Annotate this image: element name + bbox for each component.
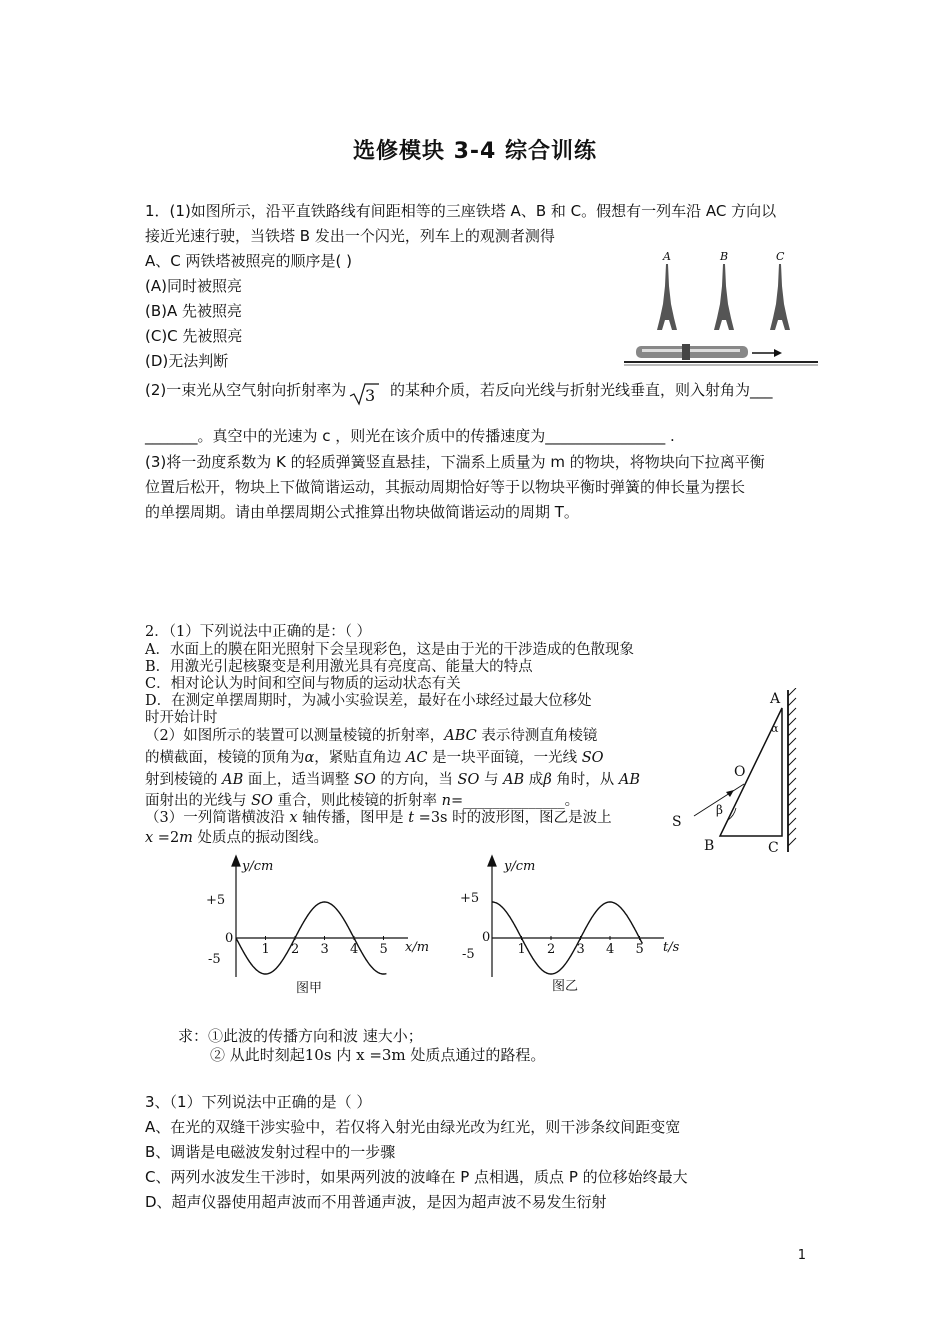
q2-x: x <box>145 830 154 846</box>
graph-yi-xlabel: t/s <box>663 940 680 955</box>
graph-jia-y-arrow-icon <box>232 856 240 866</box>
q1-line1: 1．(1)如图所示，沿平直铁路线有间距相等的三座铁塔 A、B 和 C。假想有一列车沿 AC 方向以 <box>145 202 777 220</box>
q2-t: t <box>408 810 415 826</box>
q2-part2-text: 的横截面，棱镜的顶角为 <box>145 750 305 766</box>
q2-part2-text: 成 <box>524 772 544 788</box>
graph-jia-minus5: -5 <box>208 952 221 967</box>
q2-part2-text: 表示待测直角棱镜 <box>476 728 598 744</box>
q2-abc: ABC <box>444 728 477 744</box>
q2-ab: AB <box>503 772 525 788</box>
q1-part3-line3: 的单摆周期。请由单摆周期公式推算出物块做简谐运动的周期 T。 <box>145 503 579 521</box>
q2-part3-line1 <box>145 808 612 828</box>
q2-part2-line2 <box>145 748 604 768</box>
q2-part3-text: =2 <box>153 830 180 846</box>
tower-label-b: B <box>720 250 729 263</box>
graph-jia-ylabel: y/cm <box>242 859 274 874</box>
q2-part2-text: 是一块平面镜，一光线 <box>427 750 582 766</box>
q2-ab: AB <box>222 772 244 788</box>
q1-line3: A、C 两铁塔被照亮的顺序是( ) <box>145 252 352 270</box>
q2-part2-text: 射到棱镜的 <box>145 772 223 788</box>
tower-label-c: C <box>776 250 785 263</box>
graph-yi-tick-2: 2 <box>547 942 556 957</box>
graph-jia-tick-5: 5 <box>379 942 388 957</box>
prism-label-c: C <box>768 840 779 856</box>
page-number: 1 <box>797 1248 806 1263</box>
graph-yi-tick-4: 4 <box>606 942 615 957</box>
prism-label-b: B <box>704 838 715 854</box>
train-icon <box>636 344 748 360</box>
q2-n: n= <box>441 793 464 809</box>
q1-part2-line2: _______。真空中的光速为 c ，则光在该介质中的传播速度为________________ . <box>145 427 675 445</box>
prism-label-beta: β <box>716 803 723 817</box>
graph-jia-tick-1: 1 <box>261 942 270 957</box>
q1-part2-text-a: (2)一束光从空气射向折射率为 <box>145 381 347 399</box>
graph-jia-xlabel: x/m <box>405 940 430 955</box>
q3-option-c: C、两列水波发生干涉时，如果两列波的波峰在 P 点相遇，质点 P 的位移始终最大 <box>145 1168 688 1186</box>
prism-label-o: O <box>734 764 746 780</box>
page-title: 选修模块 3-4 综合训练 <box>352 139 598 164</box>
q1-part3-line2: 位置后松开，物块上下做简谐运动，其振动周期恰好等于以物块平衡时弹簧的伸长量为摆长 <box>145 478 746 496</box>
q2-part3-text: （3）一列简谐横波沿 <box>145 810 290 826</box>
arrow-right-icon <box>752 349 782 357</box>
tower-train-figure <box>622 246 818 370</box>
graph-yi-tick-1: 1 <box>517 942 526 957</box>
graph-yi-ylabel: y/cm <box>504 859 536 874</box>
prism-label-a: A <box>770 691 781 707</box>
q2-ab: AB <box>618 772 641 788</box>
q2-so: SO <box>353 772 376 788</box>
q3-option-a: A、在光的双缝干涉实验中，若仅将入射光由绿光改为红光，则干涉条纹间距变宽 <box>145 1118 681 1136</box>
tower-b-icon <box>714 264 734 330</box>
q2-part2-text: 重合，则此棱镜的折射率 <box>272 793 442 809</box>
q2-x: x <box>289 810 298 826</box>
q1-option-c: (C)C 先被照亮 <box>145 327 243 345</box>
q3-option-b: B、调谐是电磁波发射过程中的一步骤 <box>145 1143 396 1161</box>
q2-part2-text: 角时，从 <box>551 772 619 788</box>
q1-line2: 接近光速行驶，当铁塔 B 发出一个闪光，列车上的观测者测得 <box>145 227 555 245</box>
q2-part2-text: ，紧贴直角边 <box>314 750 406 766</box>
q2-answer-blank: ______________。 <box>463 793 580 809</box>
tower-label-a: A <box>663 250 671 263</box>
graph-jia-plus5: +5 <box>206 893 226 908</box>
graph-yi-y-arrow-icon <box>488 856 496 866</box>
q1-option-b: (B)A 先被照亮 <box>145 302 243 320</box>
prism-label-alpha: α <box>771 722 779 735</box>
q2-m: m <box>179 830 193 846</box>
graph-jia-origin: 0 <box>225 931 234 946</box>
mirror-hatching <box>788 688 796 846</box>
q2-part2-text: （2）如图所示的装置可以测量棱镜的折射率， <box>145 728 445 744</box>
prism-figure <box>670 688 810 858</box>
q1-part2-text-b: 的某种介质，若反向光线与折射光线垂直，则入射角为___ <box>390 381 773 399</box>
q2-part2-text: 与 <box>479 772 504 788</box>
q2-part3-text: 轴传播，图甲是 <box>297 810 409 826</box>
tower-a-icon <box>657 264 677 330</box>
q1-part2-line1 <box>145 380 773 405</box>
graph-yi-tick-5: 5 <box>635 942 644 957</box>
q2-beta: β <box>543 772 552 788</box>
graph-yi-caption: 图乙 <box>552 979 579 994</box>
sqrt-expression <box>355 386 379 406</box>
q2-line1: 2．（1）下列说法中正确的是：（ ） <box>145 624 372 640</box>
q2-alpha: α <box>304 750 315 766</box>
q2-option-b: B．用激光引起核聚变是利用激光具有亮度高、能量大的特点 <box>145 659 533 675</box>
q2-part2-text: 面射出的光线与 <box>145 793 252 809</box>
graph-jia-caption: 图甲 <box>296 981 323 996</box>
graph-yi-tick-3: 3 <box>576 942 585 957</box>
graph-yi-minus5: -5 <box>462 947 475 962</box>
q3-option-d: D、超声仪器使用超声波而不用普通声波，是因为超声波不易发生衍射 <box>145 1193 607 1211</box>
q2-ask-line1: 求：①此波的传播方向和波 速大小； <box>178 1027 423 1045</box>
q2-part2-text: 的方向，当 <box>375 772 458 788</box>
q2-so: SO <box>251 793 273 809</box>
graph-jia-tick-3: 3 <box>320 942 329 957</box>
prism-label-s: S <box>672 814 682 830</box>
graph-jia-tick-4: 4 <box>350 942 359 957</box>
q2-ac: AC <box>405 750 428 766</box>
q3-line1: 3、（1）下列说法中正确的是（ ） <box>145 1093 372 1111</box>
q1-part3-line1: (3)将一劲度系数为 K 的轻质弹簧竖直悬挂，下湍系上质量为 m 的物块，将物块向下拉离平衡 <box>145 453 765 471</box>
tower-c-icon <box>770 264 790 330</box>
q2-option-c: C．相对论认为时间和空间与物质的运动状态有关 <box>145 676 461 692</box>
q2-so: SO <box>581 750 604 766</box>
graph-jia-tick-2: 2 <box>291 942 300 957</box>
q2-part3-text: 处质点的振动图线。 <box>192 830 329 846</box>
graph-yi-plus5: +5 <box>460 891 480 906</box>
q2-part3-line2 <box>145 828 328 848</box>
sqrt-radicand: 3 <box>365 386 376 405</box>
q2-part3-text: =3s 时的波形图，图乙是波上 <box>414 810 612 826</box>
q2-option-a: A．水面上的膜在阳光照射下会呈现彩色，这是由于光的干涉造成的色散现象 <box>145 642 634 658</box>
q2-so: SO <box>457 772 480 788</box>
q1-option-a: (A)同时被照亮 <box>145 277 242 295</box>
graph-yi-origin: 0 <box>482 930 491 945</box>
q2-option-d-line1: D．在测定单摆周期时，为减小实验误差，最好在小球经过最大位移处 <box>145 693 592 709</box>
wave-graphs <box>200 852 684 1002</box>
q2-option-d-line2: 时开始计时 <box>145 710 218 726</box>
q2-part2-text: 面上，适当调整 <box>243 772 354 788</box>
q2-part2-line1 <box>145 726 597 746</box>
q2-part2-line3 <box>145 770 640 790</box>
q1-option-d: (D)无法判断 <box>145 352 229 370</box>
q2-ask-line2: ② 从此时刻起10s 内 x =3m 处质点通过的路程。 <box>210 1046 546 1064</box>
